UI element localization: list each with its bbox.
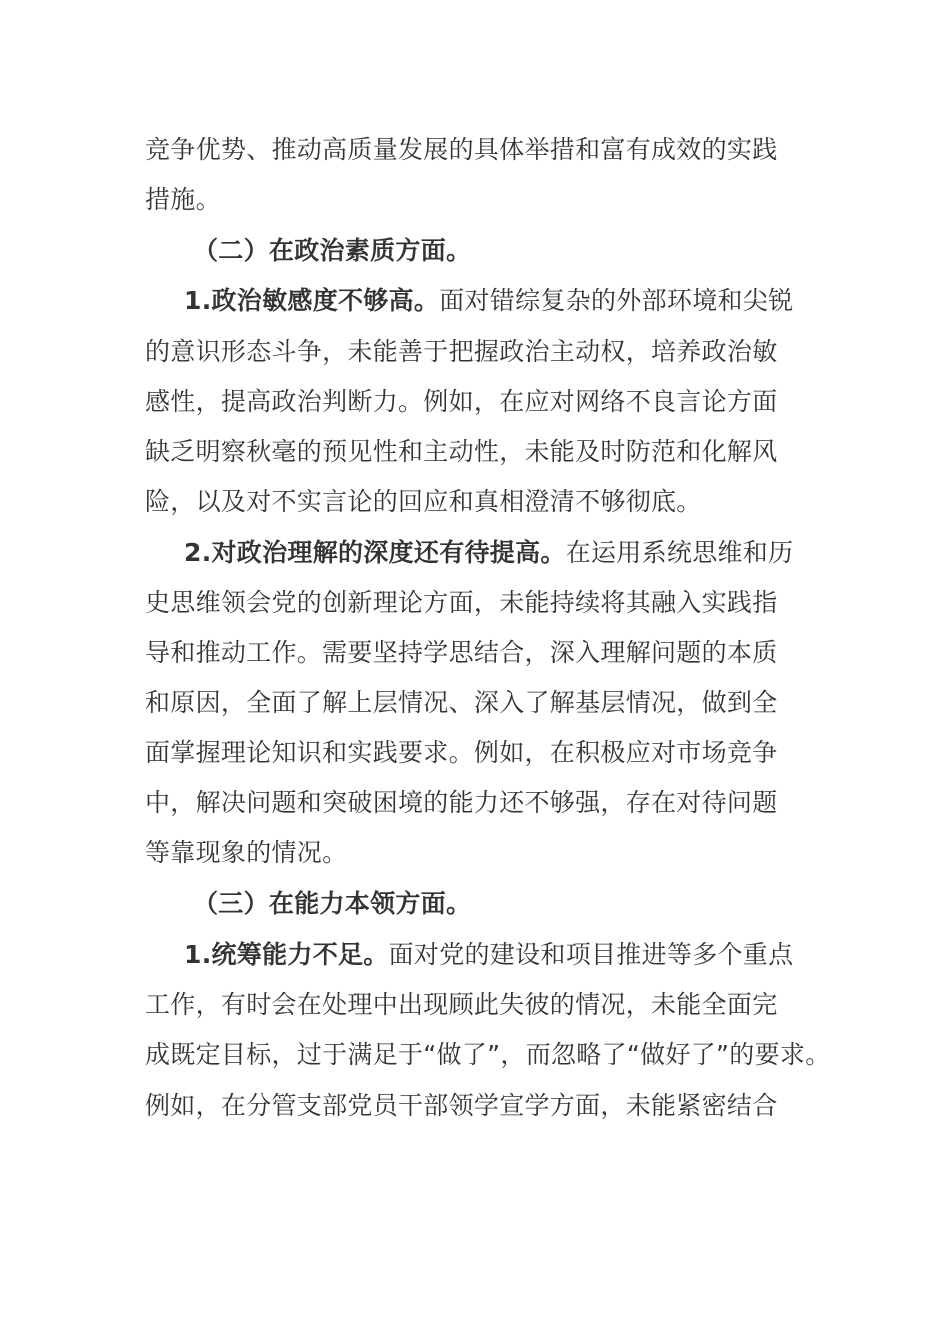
line-text: 面掌握理论知识和实践要求。例如，在积极应对市场竞争 <box>145 738 778 767</box>
line-text: 险，以及对不实言论的回应和真相澄清不够彻底。 <box>145 487 702 516</box>
section-heading-ability <box>193 889 471 919</box>
line-text: 史思维领会党的创新理论方面，未能持续将其融入实践指 <box>145 588 778 617</box>
line-text: 的意识形态斗争，未能善于把握政治主动权，培养政治敏 <box>145 337 778 366</box>
paragraph-line <box>145 588 778 618</box>
paragraph-line <box>145 1091 778 1121</box>
line-text: 面对党的建设和项目推进等多个重点 <box>388 940 794 969</box>
heading-text: （二）在政治素质方面。 <box>193 236 472 265</box>
item-heading-line <box>184 538 793 568</box>
line-text: 成既定目标，过于满足于“做了”，而忽略了“做好了”的要求。 <box>145 1040 831 1069</box>
item-title: 1.统筹能力不足。 <box>184 940 389 969</box>
item-heading-line <box>184 940 793 970</box>
line-text: 等靠现象的情况。 <box>145 838 348 867</box>
item-title: 1.政治敏感度不够高。 <box>184 286 440 315</box>
paragraph-line <box>145 1040 831 1070</box>
item-heading-line <box>184 286 793 316</box>
paragraph-line <box>145 487 702 517</box>
paragraph-line <box>145 990 778 1020</box>
line-text: 工作，有时会在处理中出现顾此失彼的情况，未能全面完 <box>145 990 778 1019</box>
paragraph-line <box>145 738 778 768</box>
item-title: 2.对政治理解的深度还有待提高。 <box>184 538 566 567</box>
section-heading-political-quality <box>193 236 471 266</box>
line-text: 例如，在分管支部党员干部领学宣学方面，未能紧密结合 <box>145 1091 778 1120</box>
paragraph-line <box>145 788 778 818</box>
line-text: 和原因，全面了解上层情况、深入了解基层情况，做到全 <box>145 688 778 717</box>
line-text: 在运用系统思维和历 <box>565 538 794 567</box>
line-text: 措施。 <box>145 185 221 214</box>
paragraph-line <box>145 838 347 868</box>
line-text: 感性，提高政治判断力。例如，在应对网络不良言论方面 <box>145 387 778 416</box>
line-text: 导和推动工作。需要坚持学思结合，深入理解问题的本质 <box>145 638 778 667</box>
line-text: 面对错综复杂的外部环境和尖锐 <box>439 286 794 315</box>
line-text: 缺乏明察秋毫的预见性和主动性，未能及时防范和化解风 <box>145 437 778 466</box>
paragraph-line <box>145 688 778 718</box>
paragraph-line <box>145 135 778 165</box>
paragraph-line <box>145 185 221 215</box>
line-text: 竞争优势、推动高质量发展的具体举措和富有成效的实践 <box>145 135 778 164</box>
paragraph-line <box>145 387 778 417</box>
line-text: 中，解决问题和突破困境的能力还不够强，存在对待问题 <box>145 788 778 817</box>
paragraph-line <box>145 337 778 367</box>
paragraph-line <box>145 437 778 467</box>
heading-text: （三）在能力本领方面。 <box>193 889 472 918</box>
paragraph-line <box>145 638 778 668</box>
